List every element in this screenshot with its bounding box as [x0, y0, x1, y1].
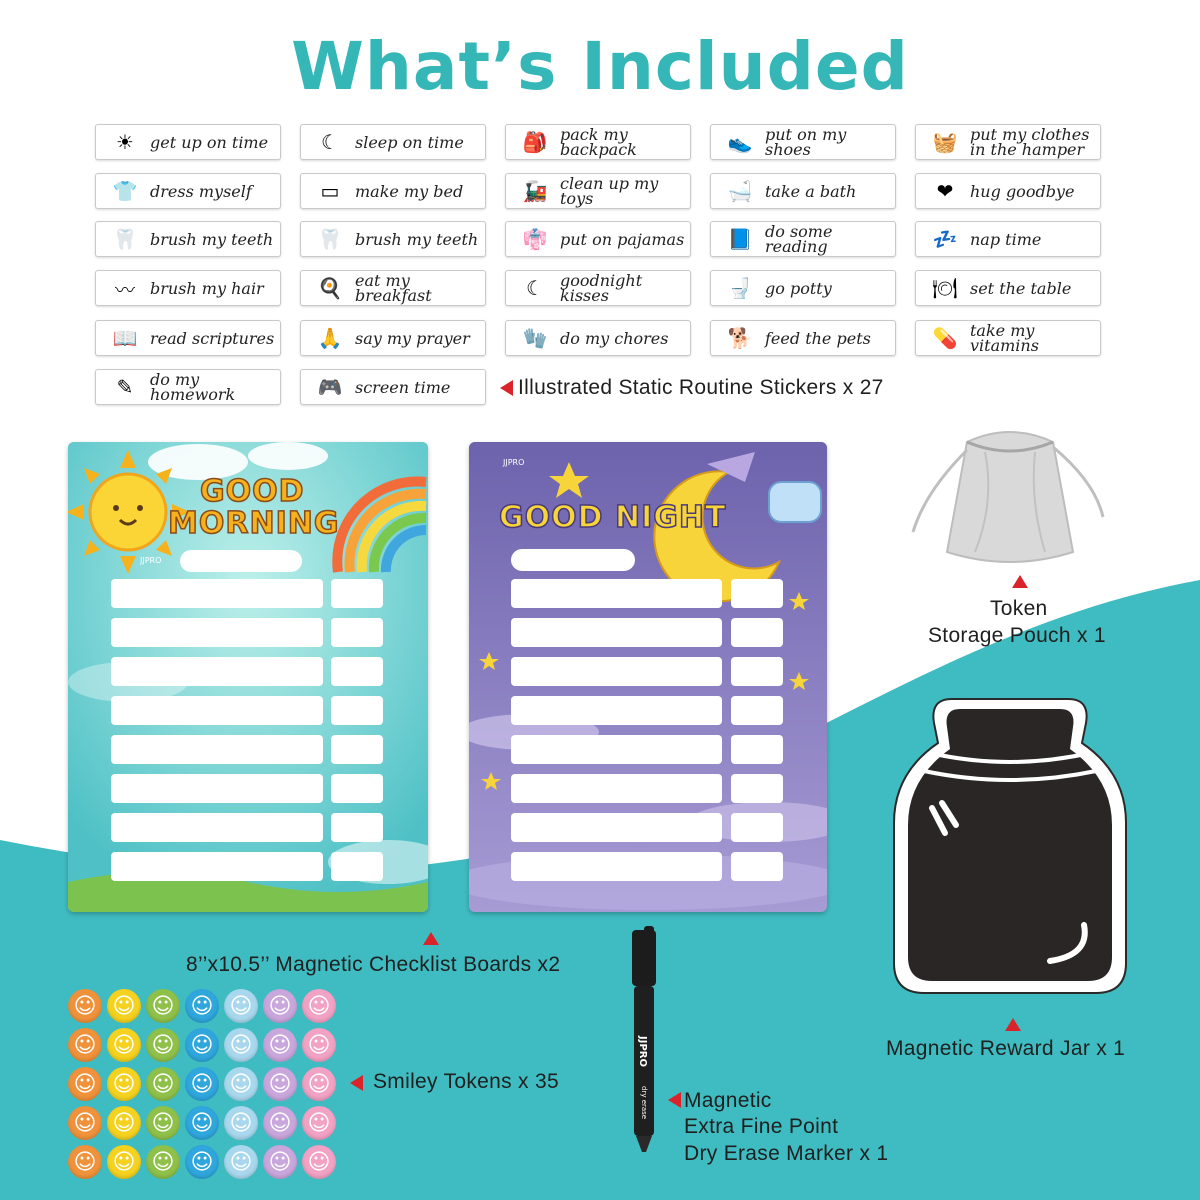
- night-check-field[interactable]: [731, 774, 783, 803]
- arrow-marker-icon: [668, 1092, 681, 1108]
- marker-caption-line3: Dry Erase Marker x 1: [684, 1142, 889, 1165]
- night-task-field[interactable]: [511, 852, 722, 881]
- smiley-token-icon: ☺: [224, 1028, 258, 1062]
- morning-task-field[interactable]: [111, 696, 323, 725]
- marker-caption-line1: Magnetic: [684, 1089, 772, 1112]
- sticker-illustration-icon: 📘: [727, 227, 753, 251]
- morning-task-field[interactable]: [111, 813, 323, 842]
- sticker-illustration-icon: 💊: [932, 326, 958, 350]
- sticker-illustration-icon: 🚽: [727, 276, 753, 300]
- sticker-illustration-icon: 💤: [932, 227, 958, 251]
- marker-brand: JJPRO: [637, 1036, 648, 1067]
- night-task-field[interactable]: [511, 657, 722, 686]
- morning-title-line1: GOOD: [200, 474, 305, 509]
- night-check-field[interactable]: [731, 657, 783, 686]
- routine-sticker: [915, 221, 1101, 257]
- morning-check-field[interactable]: [331, 618, 383, 647]
- sticker-illustration-icon: 🎮: [317, 375, 343, 399]
- smiley-token-icon: ☺: [302, 1106, 336, 1140]
- sticker-illustration-icon: 📖: [112, 326, 138, 350]
- routine-sticker: [710, 173, 896, 209]
- smiley-token-icon: ☺: [146, 1028, 180, 1062]
- routine-sticker: [710, 270, 896, 306]
- smiley-token-icon: ☺: [185, 989, 219, 1023]
- smiley-token-icon: ☺: [224, 1106, 258, 1140]
- morning-task-field[interactable]: [111, 579, 323, 608]
- morning-check-field[interactable]: [331, 696, 383, 725]
- sticker-label: feed the pets: [765, 328, 871, 348]
- boards-caption: 8’’x10.5’’ Magnetic Checklist Boards x2: [186, 953, 561, 976]
- smiley-token-icon: ☺: [68, 1067, 102, 1101]
- smiley-token-icon: ☺: [68, 1106, 102, 1140]
- smiley-token-icon: ☺: [302, 1145, 336, 1179]
- reward-jar-image: [890, 693, 1130, 998]
- morning-check-field[interactable]: [331, 852, 383, 881]
- morning-check-field[interactable]: [331, 774, 383, 803]
- sticker-illustration-icon: 👟: [727, 130, 753, 154]
- morning-check-field[interactable]: [331, 657, 383, 686]
- good-morning-board: [68, 442, 428, 912]
- routine-sticker: [95, 173, 281, 209]
- arrow-boards-icon: [423, 932, 439, 945]
- arrow-stickers-icon: [500, 380, 513, 396]
- routine-sticker: [95, 124, 281, 160]
- smiley-token-icon: ☺: [185, 1067, 219, 1101]
- morning-title-line2: MORNING: [168, 506, 340, 541]
- routine-sticker: [95, 369, 281, 405]
- night-task-field[interactable]: [511, 579, 722, 608]
- routine-sticker: [95, 320, 281, 356]
- sticker-label: sleep on time: [355, 132, 464, 152]
- smiley-token-icon: ☺: [224, 989, 258, 1023]
- smiley-token-icon: ☺: [263, 1106, 297, 1140]
- routine-sticker: [300, 369, 486, 405]
- sticker-illustration-icon: 🍽: [932, 276, 958, 300]
- routine-sticker: [95, 221, 281, 257]
- sticker-illustration-icon: 🦷: [112, 227, 138, 251]
- sticker-illustration-icon: 👕: [112, 179, 138, 203]
- sticker-illustration-icon: ▭: [320, 179, 340, 203]
- stickers-caption: Illustrated Static Routine Stickers x 27: [518, 376, 884, 399]
- night-check-field[interactable]: [731, 852, 783, 881]
- sticker-label: do some reading: [765, 222, 833, 256]
- smiley-token-icon: ☺: [302, 989, 336, 1023]
- routine-sticker: [915, 173, 1101, 209]
- sticker-illustration-icon: 🍳: [317, 276, 343, 300]
- smiley-token-icon: ☺: [263, 1028, 297, 1062]
- sticker-label: eat my breakfast: [355, 271, 432, 305]
- smiley-token-icon: ☺: [185, 1145, 219, 1179]
- morning-check-field[interactable]: [331, 813, 383, 842]
- morning-task-field[interactable]: [111, 852, 323, 881]
- sticker-label: set the table: [970, 278, 1072, 298]
- night-check-field[interactable]: [731, 813, 783, 842]
- night-check-field[interactable]: [731, 735, 783, 764]
- smiley-token-icon: ☺: [107, 1028, 141, 1062]
- routine-sticker: [505, 173, 691, 209]
- smiley-token-icon: ☺: [302, 1028, 336, 1062]
- pouch-caption-line2: Storage Pouch x 1: [928, 624, 1106, 647]
- routine-sticker: [710, 320, 896, 356]
- sticker-label: read scriptures: [150, 328, 275, 348]
- routine-sticker: [505, 270, 691, 306]
- smiley-token-icon: ☺: [146, 1145, 180, 1179]
- sticker-label: take my vitamins: [970, 321, 1039, 355]
- sticker-illustration-icon: 🛁: [727, 179, 753, 203]
- smiley-token-icon: ☺: [107, 989, 141, 1023]
- marker-sub: dry erase: [640, 1086, 648, 1120]
- smiley-token-icon: ☺: [185, 1028, 219, 1062]
- smiley-token-icon: ☺: [224, 1145, 258, 1179]
- night-task-field[interactable]: [511, 735, 722, 764]
- smiley-token-icon: ☺: [263, 1067, 297, 1101]
- night-task-field[interactable]: [511, 618, 722, 647]
- routine-sticker: [300, 221, 486, 257]
- smiley-token-icon: ☺: [68, 1145, 102, 1179]
- sticker-label: goodnight kisses: [560, 271, 643, 305]
- pouch-caption-line1: Token: [990, 597, 1048, 620]
- morning-task-field[interactable]: [111, 735, 323, 764]
- sticker-illustration-icon: ☾: [526, 276, 544, 300]
- routine-sticker: [915, 270, 1101, 306]
- jar-caption: Magnetic Reward Jar x 1: [886, 1037, 1126, 1060]
- routine-sticker: [300, 173, 486, 209]
- smiley-token-icon: ☺: [107, 1067, 141, 1101]
- morning-task-field[interactable]: [111, 618, 323, 647]
- sticker-label: screen time: [355, 377, 451, 397]
- sticker-illustration-icon: 🧤: [522, 326, 548, 350]
- sticker-illustration-icon: 👘: [522, 227, 548, 251]
- sticker-label: get up on time: [150, 132, 269, 152]
- sticker-illustration-icon: ☀: [116, 130, 134, 154]
- routine-sticker: [915, 124, 1101, 160]
- sticker-illustration-icon: 🙏: [317, 326, 343, 350]
- sticker-illustration-icon: ☾: [321, 130, 339, 154]
- sticker-label: do my chores: [560, 328, 669, 348]
- routine-sticker: [710, 124, 896, 160]
- sticker-label: brush my teeth: [150, 229, 274, 249]
- smiley-token-icon: ☺: [68, 1028, 102, 1062]
- routine-sticker: [710, 221, 896, 257]
- routine-sticker: [505, 124, 691, 160]
- smiley-token-icon: ☺: [146, 1067, 180, 1101]
- night-brand: JJPRO: [503, 458, 525, 467]
- smiley-token-icon: ☺: [107, 1145, 141, 1179]
- arrow-tokens-icon: [350, 1075, 363, 1091]
- sticker-label: brush my teeth: [355, 229, 479, 249]
- smiley-token-icon: ☺: [146, 1106, 180, 1140]
- smiley-token-icon: ☺: [263, 1145, 297, 1179]
- sticker-illustration-icon: 🐕: [727, 326, 753, 350]
- night-check-field[interactable]: [731, 696, 783, 725]
- night-check-field[interactable]: [731, 579, 783, 608]
- morning-check-field[interactable]: [331, 735, 383, 764]
- morning-task-field[interactable]: [111, 657, 323, 686]
- sticker-illustration-icon: 🦷: [317, 227, 343, 251]
- good-night-board: [469, 442, 827, 912]
- sticker-label: dress myself: [150, 181, 252, 201]
- routine-sticker: [300, 124, 486, 160]
- sticker-label: say my prayer: [355, 328, 470, 348]
- sticker-illustration-icon: 🧺: [932, 130, 958, 154]
- morning-check-field[interactable]: [331, 579, 383, 608]
- marker-caption-line2: Extra Fine Point: [684, 1115, 839, 1138]
- sticker-label: go potty: [765, 278, 832, 298]
- sticker-illustration-icon: 🚂: [522, 179, 548, 203]
- routine-sticker: [505, 221, 691, 257]
- sticker-illustration-icon: 🎒: [522, 130, 548, 154]
- morning-task-field[interactable]: [111, 774, 323, 803]
- smiley-token-icon: ☺: [68, 989, 102, 1023]
- sticker-label: nap time: [970, 229, 1042, 249]
- morning-brand: JJPRO: [140, 556, 162, 565]
- routine-sticker: [95, 270, 281, 306]
- sticker-label: pack my backpack: [560, 125, 637, 159]
- page-title: What’s Included: [291, 28, 909, 105]
- sticker-label: make my bed: [355, 181, 464, 201]
- sticker-label: take a bath: [765, 181, 857, 201]
- smiley-token-icon: ☺: [185, 1106, 219, 1140]
- routine-sticker: [300, 270, 486, 306]
- sticker-illustration-icon: ✎: [116, 375, 134, 399]
- arrow-jar-icon: [1005, 1018, 1021, 1031]
- smiley-token-icon: ☺: [146, 989, 180, 1023]
- smiley-token-icon: ☺: [263, 989, 297, 1023]
- routine-sticker: [505, 320, 691, 356]
- routine-sticker: [915, 320, 1101, 356]
- night-check-field[interactable]: [731, 618, 783, 647]
- night-task-field[interactable]: [511, 813, 722, 842]
- sticker-label: do my homework: [150, 370, 236, 404]
- night-title: GOOD NIGHT: [499, 500, 727, 535]
- smiley-token-icon: ☺: [107, 1106, 141, 1140]
- sticker-label: brush my hair: [150, 278, 264, 298]
- tokens-caption: Smiley Tokens x 35: [373, 1070, 559, 1093]
- night-task-field[interactable]: [511, 696, 722, 725]
- sticker-label: put on my shoes: [765, 125, 847, 159]
- sticker-label: hug goodbye: [970, 181, 1075, 201]
- smiley-token-icon: ☺: [224, 1067, 258, 1101]
- routine-sticker: [300, 320, 486, 356]
- sticker-illustration-icon: ❤: [936, 179, 954, 203]
- sticker-label: put my clothes in the hamper: [970, 125, 1090, 159]
- token-pouch-image: [905, 412, 1115, 577]
- sticker-illustration-icon: 〰: [115, 277, 135, 302]
- night-task-field[interactable]: [511, 774, 722, 803]
- sticker-label: clean up my toys: [560, 174, 659, 208]
- smiley-token-icon: ☺: [302, 1067, 336, 1101]
- arrow-pouch-icon: [1012, 575, 1028, 588]
- sticker-label: put on pajamas: [560, 229, 685, 249]
